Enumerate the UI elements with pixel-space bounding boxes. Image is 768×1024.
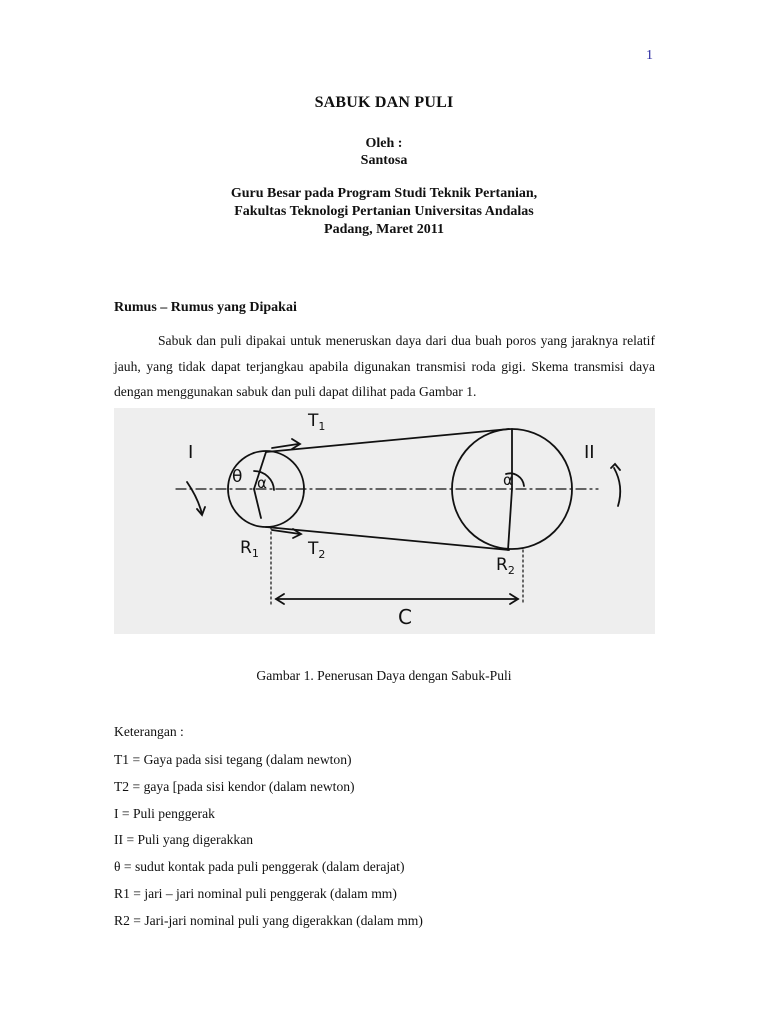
legend-item: II = Puli yang digerakkan	[114, 832, 254, 847]
t1-label: $T_1$	[308, 411, 326, 433]
r1-label: $R_1$	[240, 538, 259, 560]
belt-tight-side	[266, 429, 509, 452]
center-distance-label: C	[398, 605, 412, 629]
pulley2-label: II	[584, 442, 595, 463]
belt-slack-side	[266, 527, 509, 550]
driven-radius-bottom	[508, 489, 512, 550]
theta-label: θ	[232, 467, 243, 487]
r2-label: $R_2$	[496, 555, 515, 577]
belt-pulley-diagram	[114, 408, 655, 634]
legend-title: Keterangan :	[114, 724, 184, 739]
intro-paragraph	[114, 328, 655, 405]
legend-item: I = Puli penggerak	[114, 806, 215, 821]
alpha2-label: α	[503, 471, 513, 489]
affiliation-line-1: Guru Besar pada Program Studi Teknik Pertanian,	[230, 186, 538, 201]
author-name: Santosa	[360, 153, 408, 168]
author-label: Oleh :	[365, 136, 403, 151]
document-title: SABUK DAN PULI	[314, 94, 454, 111]
figure-caption: Gambar 1. Penerusan Daya dengan Sabuk-Puli	[256, 668, 512, 683]
figure-belt-pulley	[114, 408, 655, 634]
rotation-arrow-2	[614, 468, 620, 506]
affiliation-date: Padang, Maret 2011	[324, 222, 444, 237]
legend-item: T2 = gaya [pada sisi kendor (dalam newton)	[114, 779, 355, 794]
legend-item: R2 = Jari-jari nominal puli yang digerakkan (dalam mm)	[114, 913, 423, 928]
intro-paragraph-text: Sabuk dan puli dipakai untuk meneruskan daya dari dua buah poros yang jaraknya relatif jauh, yang tidak dapat terjangkau apabila digunakan transmisi roda gigi. Skema transmisi daya dengan menggunakan sabuk dan puli dapat dilihat pada Gambar 1.	[114, 333, 655, 399]
pulley1-label: I	[188, 442, 194, 463]
legend-item: R1 = jari – jari nominal puli penggerak (dalam mm)	[114, 886, 397, 901]
driver-radius-bottom	[254, 489, 261, 518]
legend-item: θ = sudut kontak pada puli penggerak (dalam derajat)	[114, 859, 405, 874]
page-number: 1	[646, 48, 653, 63]
section-heading: Rumus – Rumus yang Dipakai	[114, 300, 297, 315]
alpha1-label: α	[257, 474, 267, 492]
legend-item: T1 = Gaya pada sisi tegang (dalam newton)	[114, 752, 352, 767]
t2-label: $T_2$	[308, 539, 326, 561]
affiliation-line-2: Fakultas Teknologi Pertanian Universitas Andalas	[234, 204, 534, 219]
rotation-arrow-1	[187, 482, 202, 514]
